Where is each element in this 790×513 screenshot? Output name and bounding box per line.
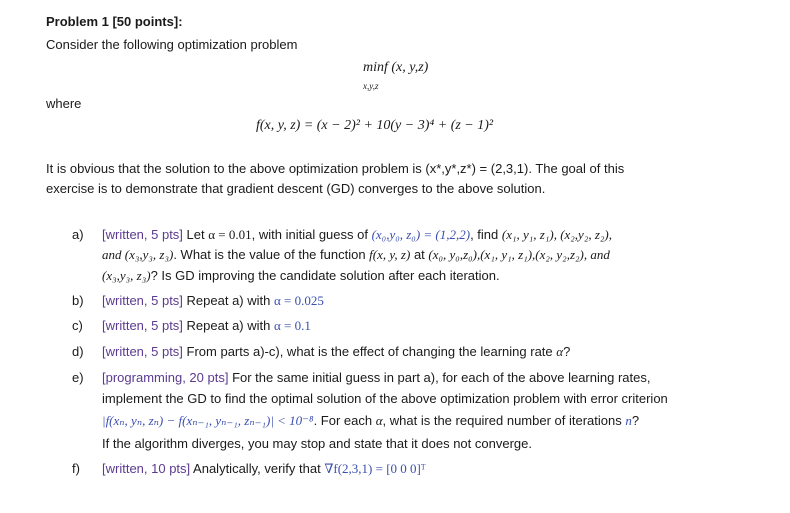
item-b-tag: [written, 5 pts] — [102, 293, 183, 308]
item-e-line-2: implement the GD to find the optimal solution of the above optimization problem with error criterion — [102, 391, 668, 406]
where-label: where — [46, 96, 82, 111]
item-e-tag: [programming, 20 pts] — [102, 370, 229, 385]
item-f-label: f) — [72, 461, 80, 476]
item-b-line: [written, 5 pts] Repeat a) with α = 0.025 — [102, 293, 324, 308]
problem-title: Problem 1 [50 points]: — [46, 14, 183, 29]
solution-line-2: exercise is to demonstrate that gradient descent (GD) converges to the above solution. — [46, 181, 546, 196]
item-c-label: c) — [72, 318, 83, 333]
objective-subscript: x,y,z — [363, 81, 379, 91]
item-c-tag: [written, 5 pts] — [102, 318, 183, 333]
item-e-line-4: If the algorithm diverges, you may stop and state that it does not converge. — [102, 436, 532, 451]
intro-text: Consider the following optimization problem — [46, 37, 298, 52]
function-definition: f(x, y, z) = (x − 2)² + 10(y − 3)⁴ + (z − 1)² — [256, 118, 494, 133]
item-c-line: [written, 5 pts] Repeat a) with α = 0.1 — [102, 318, 311, 333]
item-a-line-3: (x₃,y₃, z₃)? Is GD improving the candidate solution after each iteration. — [102, 268, 500, 283]
item-d-line: [written, 5 pts] From parts a)-c), what is the effect of changing the learning rate α? — [102, 344, 571, 359]
item-a-tag: [written, 5 pts] — [102, 227, 183, 242]
item-f-line: [written, 10 pts] Analytically, verify that ∇f(2,3,1) = [0 0 0]ᵀ — [102, 461, 426, 476]
item-a-label: a) — [72, 227, 84, 242]
objective-expression: minf (x, y,z) — [363, 60, 429, 75]
solution-line-1: It is obvious that the solution to the above optimization problem is (x*,y*,z*) = (2,3,1). The goal of this — [46, 161, 625, 176]
item-d-tag: [written, 5 pts] — [102, 344, 183, 359]
item-e-label: e) — [72, 370, 84, 385]
item-f-tag: [written, 10 pts] — [102, 461, 191, 476]
item-d-label: d) — [72, 344, 84, 359]
item-e-line-1: [programming, 20 pts] For the same initial guess in part a), for each of the above learning rates, — [102, 370, 651, 385]
item-b-label: b) — [72, 293, 84, 308]
item-a-line-1: [written, 5 pts] Let α = 0.01, with initial guess of (x₀,y₀, z₀) = (1,2,2), find (x₁, y₁, z₁), (x₂,y₂, z₂), — [102, 227, 613, 242]
item-e-line-3: |f(xₙ, yₙ, zₙ) − f(xₙ₋₁, yₙ₋₁, zₙ₋₁)| < 10⁻⁸. For each α, what is the required number of iterations n? — [102, 413, 640, 428]
item-a-line-2: and (x₃,y₃, z₃). What is the value of the function f(x, y, z) at (x₀, y₀,z₀),(x₁, y₁, z₁),(x₂, y₂,z₂), and — [102, 247, 610, 262]
